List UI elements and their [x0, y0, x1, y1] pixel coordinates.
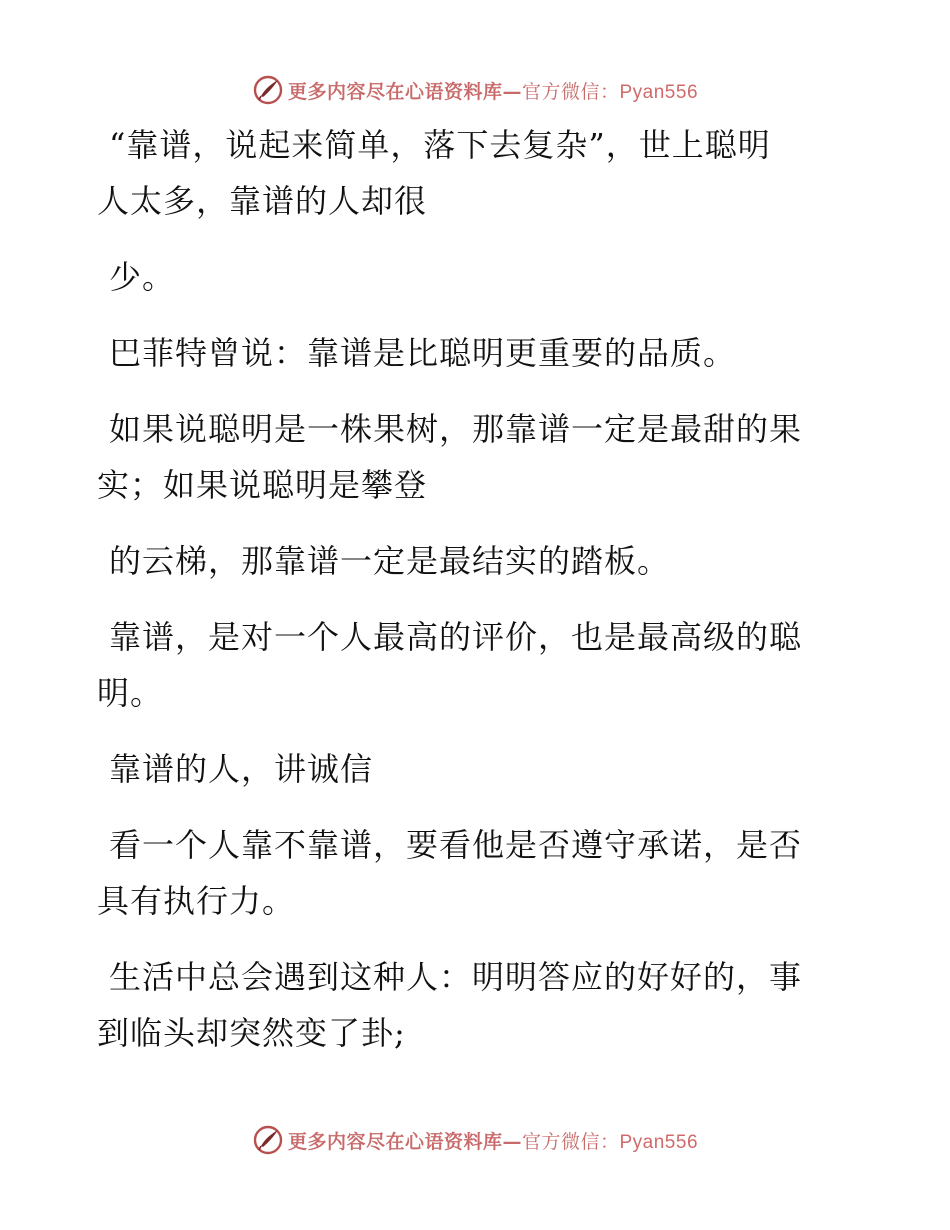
- text-line: 具有执行力。: [97, 882, 296, 920]
- text-line: 明。: [97, 674, 164, 712]
- paragraph: [97, 325, 837, 381]
- paragraph: [97, 741, 837, 797]
- text-line: 看一个人靠不靠谱，要看他是否遵守承诺，是否: [109, 826, 803, 864]
- text-line: 少。: [109, 258, 176, 296]
- paragraph: [97, 609, 837, 721]
- header-banner: [0, 70, 950, 110]
- text-line: 人太多，靠谱的人却很: [97, 182, 428, 220]
- footer-banner: [0, 1120, 950, 1160]
- text-line: 巴菲特曾说：靠谱是比聪明更重要的品质。: [109, 334, 737, 372]
- header-wechat-label: 官方微信：: [521, 80, 620, 103]
- paragraph: [97, 533, 837, 589]
- paragraph: [97, 949, 837, 1061]
- text-line: 如果说聪明是一株果树，那靠谱一定是最甜的果: [109, 410, 803, 448]
- header-wechat-id: Pyan556: [619, 81, 699, 103]
- article-body: [97, 117, 837, 1081]
- text-line: 靠谱，是对一个人最高的评价，也是最高级的聪: [109, 618, 803, 656]
- text-line: “靠谱，说起来简单，落下去复杂”，世上聪明: [109, 126, 771, 164]
- text-line: 生活中总会遇到这种人：明明答应的好好的，事: [109, 958, 803, 996]
- text-line: 实；如果说聪明是攀登: [97, 466, 428, 504]
- paragraph: [97, 817, 837, 929]
- footer-wechat-id: Pyan556: [619, 1131, 699, 1153]
- header-site-name: 更多内容尽在心语资料库: [287, 80, 503, 103]
- text-line: 靠谱的人，讲诚信: [109, 750, 374, 788]
- quill-pen-logo-icon: [252, 74, 284, 106]
- paragraph: [97, 117, 837, 229]
- text-line: 的云梯，那靠谱一定是最结实的踏板。: [109, 542, 671, 580]
- paragraph: [97, 249, 837, 305]
- footer-separator: —: [502, 1130, 522, 1153]
- header-separator: —: [502, 80, 522, 103]
- footer-site-name: 更多内容尽在心语资料库: [287, 1130, 503, 1153]
- footer-wechat-label: 官方微信：: [521, 1130, 620, 1153]
- paragraph: [97, 401, 837, 513]
- quill-pen-logo-icon: [252, 1124, 284, 1156]
- text-line: 到临头却突然变了卦;: [97, 1014, 406, 1052]
